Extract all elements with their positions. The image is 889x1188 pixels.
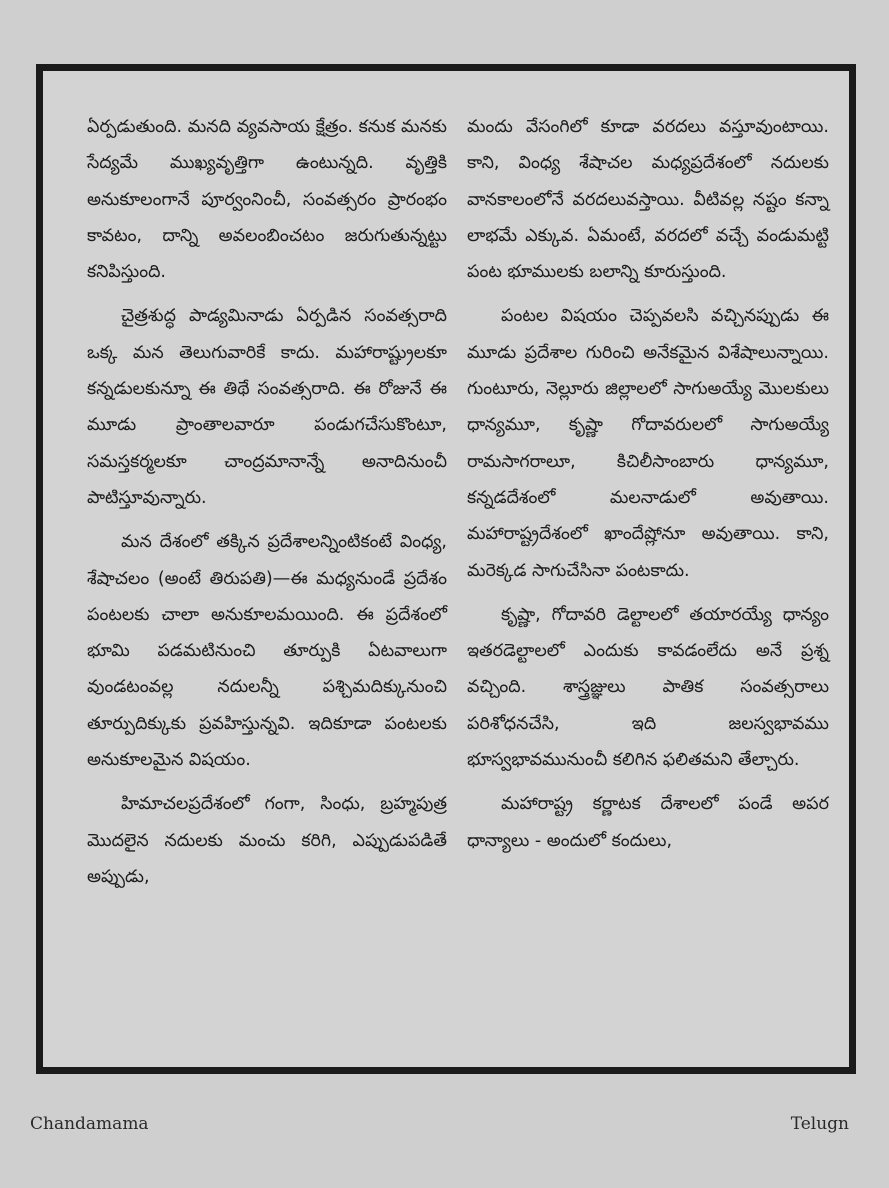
paragraph: మహారాష్ట్ర కర్ణాటక దేశాలలో పండే అపర ధాన్యాలు - అందులో కందులు, bbox=[467, 794, 829, 851]
paragraph: పంటల విషయం చెప్పవలసి వచ్చినప్పుడు ఈ మూడు ప్రదేశాల గురించి అనేకమైన విశేషాలున్నాయి. గుంటూరు, నెల్లూరు జిల్లాలలో సాగుఅయ్యే మొలకులు ధాన్యమూ, కృష్ణా గోదావరులలో సాగుఅయ్యే రామసాగరాలూ, కిచిలీసాంబారు ధాన్యమూ, కన్నడదేశంలో మలనాడులో అవుతాయి. మహారాష్ట్రదేశంలో ఖాందేష్లోనూ అవుతాయి. కాని, మరెక్కడ సాగుచేసినా పంటకాదు. bbox=[467, 306, 829, 581]
page-border-frame bbox=[36, 64, 856, 1074]
paragraph: హిమాచలప్రదేశంలో గంగా, సింధు, బ్రహ్మపుత్ర మొదలైన నదులకు మంచు కరిగి, ఎప్పుడుపడితే అప్పుడు, bbox=[87, 794, 447, 887]
paragraph: చైత్రశుద్ధ పాడ్యమినాడు ఏర్పడిన సంవత్సరాది ఒక్క మన తెలుగువారికే కాదు. మహారాష్ట్రులకూ కన్నడులకున్నూ ఈ తిథే సంవత్సరాది. ఈ రోజునే ఈ మూడు ప్రాంతాలవారూ పండుగచేసుకొంటూ, సమస్తకర్మలకూ చాంద్రమానాన్నే అనాదినుంచీ పాటిస్తూవున్నారు. bbox=[87, 306, 447, 508]
footer-publication-name: Chandamama bbox=[30, 1114, 149, 1134]
paragraph: మన దేశంలో తక్కిన ప్రదేశాలన్నింటికంటే వింధ్య, శేషాచలం (అంటే తిరుపతి)—ఈ మధ్యనుండే ప్రదేశం పంటలకు చాలా అనుకూలమయింది. ఈ ప్రదేశంలో భూమి పడమటినుంచి తూర్పుకి ఏటవాలుగా వుండటంవల్ల నదులన్నీ పశ్చిమదిక్కునుంచి తూర్పుదిక్కుకు ప్రవహిస్తున్నవి. ఇదికూడా పంటలకు అనుకూలమైన విషయం. bbox=[87, 532, 447, 771]
paragraph: కృష్ణా, గోదావరి డెల్టాలలో తయారయ్యే ధాన్యం ఇతరడెల్టాలలో ఎందుకు కావడంలేదు అనే ప్రశ్న వచ్చింది. శాస్త్రజ్ఞులు పాతిక సంవత్సరాలు పరిశోధనచేసి, ఇది జలస్వభావము భూస్వభావమునుంచీ కలిగిన ఫలితమని తేల్చారు. bbox=[467, 604, 829, 771]
paragraph: ఏర్పడుతుంది. మనది వ్యవసాయ క్షేత్రం. కనుక మనకు సేద్యమే ముఖ్యవృత్తిగా ఉంటున్నది. వృత్తికి అనుకూలంగానే పూర్వంనించీ, సంవత్సరం ప్రారంభం కావటం, దాన్ని అవలంబించటం జరుగుతున్నట్టు కనిపిస్తుంది. bbox=[87, 117, 447, 283]
paragraph: మందు వేసంగిలో కూడా వరదలు వస్తూవుంటాయి. కాని, వింధ్య శేషాచల మధ్యప్రదేశంలో నదులకు వానకాలంలోనే వరదలువస్తాయి. వీటివల్ల నష్టం కన్నా లాభమే ఎక్కువ. ఏమంటే, వరదలో వచ్చే వండుమట్టి పంట భూములకు బలాన్ని కూరుస్తుంది. bbox=[467, 117, 829, 283]
footer-language-label: Telugn bbox=[790, 1114, 849, 1134]
left-text-column bbox=[87, 109, 447, 903]
right-text-column bbox=[467, 109, 829, 867]
